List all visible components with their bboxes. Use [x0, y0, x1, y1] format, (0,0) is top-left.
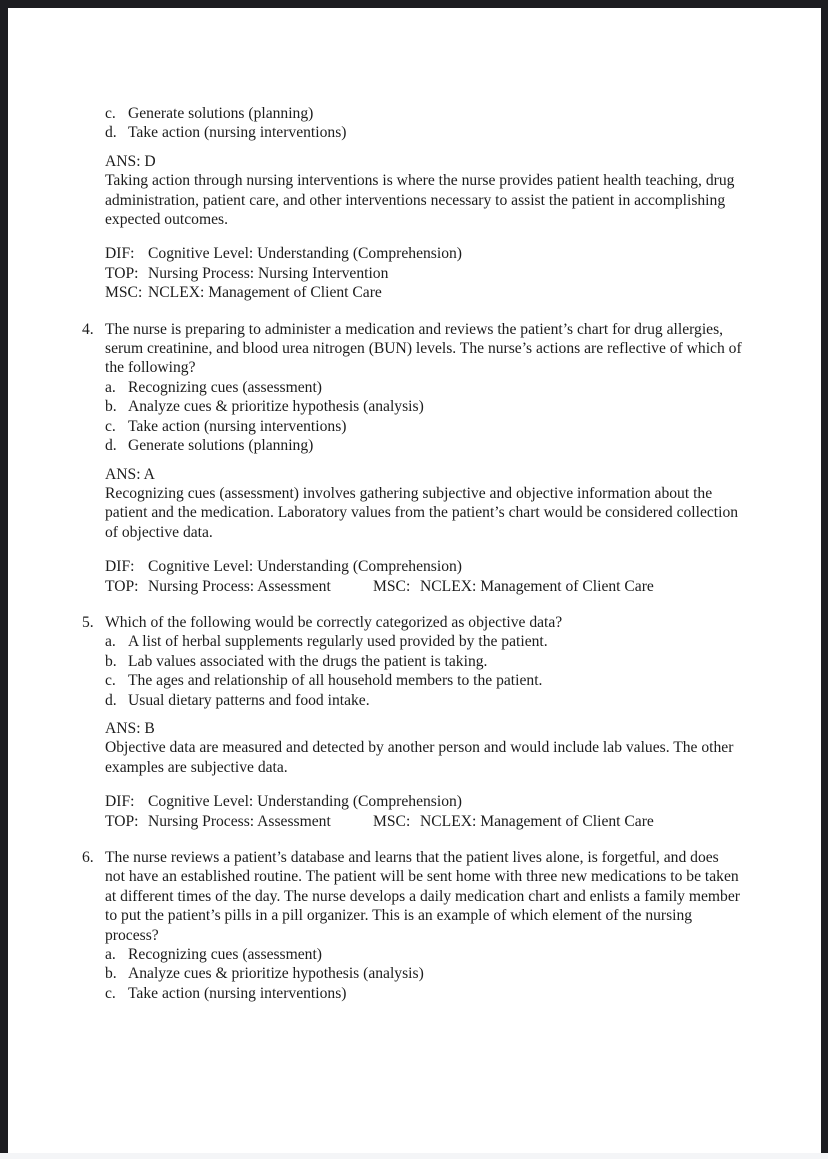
answer-block	[105, 719, 742, 777]
options-list	[105, 378, 742, 456]
question-number: 5.	[82, 613, 94, 631]
document-page	[8, 8, 821, 1153]
option-text: Take action (nursing interventions)	[128, 124, 347, 142]
option-row	[105, 417, 742, 436]
rationale-text: Objective data are measured and detected by another person and would include lab values. The other examples are subjective data.	[105, 739, 734, 776]
option-letter: c.	[105, 417, 116, 435]
option-text: Lab values associated with the drugs the patient is taking.	[128, 652, 488, 670]
option-row	[105, 984, 742, 1003]
option-row	[105, 397, 742, 416]
option-text: Generate solutions (planning)	[128, 105, 314, 122]
option-letter: d.	[105, 124, 117, 142]
option-text: Analyze cues & prioritize hypothesis (analysis)	[128, 965, 424, 983]
dif-text: Cognitive Level: Understanding (Comprehension)	[148, 558, 462, 576]
dif-label: DIF:	[105, 558, 135, 576]
option-letter: c.	[105, 984, 116, 1002]
question-stem-row	[82, 848, 742, 945]
question-stem-row	[82, 320, 742, 378]
option-text: A list of herbal supplements regularly used provided by the patient.	[128, 633, 548, 651]
question-block-6	[82, 848, 742, 1003]
option-letter: a.	[105, 378, 116, 396]
answer-label: ANS: B	[105, 719, 155, 737]
dif-label: DIF:	[105, 793, 135, 811]
meta-row-dif	[105, 244, 742, 263]
options-list	[105, 945, 742, 1003]
rationale-text: Taking action through nursing interventions is where the nurse provides patient health teaching, drug administration, patient care, and other interventions necessary to assist the patient in accomplishing expected outcomes.	[105, 172, 735, 229]
option-letter: b.	[105, 652, 117, 670]
option-text: Take action (nursing interventions)	[128, 984, 347, 1002]
answer-label: ANS: D	[105, 152, 156, 170]
top-label: TOP:	[105, 264, 139, 282]
msc-label: MSC:	[373, 812, 411, 830]
msc-text: NCLEX: Management of Client Care	[420, 812, 654, 830]
top-text: Nursing Process: Assessment	[148, 812, 331, 830]
option-letter: c.	[105, 672, 116, 690]
meta-row-top-msc	[105, 577, 742, 596]
option-letter: b.	[105, 965, 117, 983]
option-text: Take action (nursing interventions)	[128, 417, 347, 435]
dif-label: DIF:	[105, 245, 135, 263]
question-stem: The nurse is preparing to administer a medication and reviews the patient’s chart for drug allergies, serum creatinine, and blood urea nitrogen (BUN) levels. The nurse’s actions are reflective of which of the following?	[105, 320, 742, 377]
question-stem: Which of the following would be correctly categorized as objective data?	[105, 613, 563, 631]
option-row	[105, 671, 742, 690]
option-row	[105, 691, 742, 710]
option-row	[105, 945, 742, 964]
dif-text: Cognitive Level: Understanding (Comprehension)	[148, 245, 462, 263]
rationale-text: Recognizing cues (assessment) involves gathering subjective and objective information about the patient and the medication. Laboratory values from the patient’s chart would be considered collection of objective data.	[105, 484, 739, 541]
top-text: Nursing Process: Nursing Intervention	[148, 264, 389, 282]
answer-block	[105, 152, 742, 230]
question-stem: The nurse reviews a patient’s database and learns that the patient lives alone, is forgetful, and does not have an established routine. The patient will be sent home with three new medications to be taken at different times of the day. The nurse develops a daily medication chart and enlists a family member to put the patient’s pills in a pill organizer. This is an example of which element of the nursing process?	[105, 849, 740, 944]
top-label: TOP:	[105, 577, 139, 595]
option-text: Recognizing cues (assessment)	[128, 378, 323, 396]
msc-label: MSC:	[373, 577, 411, 595]
meta-row-dif	[105, 792, 742, 811]
option-letter: b.	[105, 398, 117, 416]
msc-text: NCLEX: Management of Client Care	[148, 284, 382, 302]
answer-block	[105, 465, 742, 543]
viewer-bottom-strip	[0, 1153, 828, 1159]
option-letter: a.	[105, 633, 116, 651]
meta-row-top	[105, 264, 742, 283]
top-label: TOP:	[105, 812, 139, 830]
msc-label: MSC:	[105, 284, 143, 302]
option-text: Recognizing cues (assessment)	[128, 946, 323, 964]
option-row	[105, 652, 742, 671]
option-row	[105, 123, 742, 142]
meta-row-top-msc	[105, 812, 742, 831]
option-letter: d.	[105, 691, 117, 709]
meta-row-msc	[105, 283, 742, 302]
meta-block	[105, 792, 742, 831]
option-row	[105, 104, 742, 123]
meta-block	[105, 557, 742, 596]
dif-text: Cognitive Level: Understanding (Comprehension)	[148, 793, 462, 811]
option-text: Usual dietary patterns and food intake.	[128, 691, 370, 709]
option-row	[105, 964, 742, 983]
option-row	[105, 378, 742, 397]
answer-label: ANS: A	[105, 465, 155, 483]
question-number: 6.	[82, 849, 94, 866]
question-stem-row	[82, 613, 742, 632]
option-letter: c.	[105, 105, 116, 122]
question-block-5	[82, 613, 742, 831]
option-text: The ages and relationship of all household members to the patient.	[128, 672, 543, 690]
meta-row-dif	[105, 557, 742, 576]
options-list	[105, 632, 742, 710]
option-row	[105, 436, 742, 455]
option-text: Analyze cues & prioritize hypothesis (analysis)	[128, 398, 424, 416]
msc-text: NCLEX: Management of Client Care	[420, 577, 654, 595]
question-number: 4.	[82, 320, 94, 338]
meta-block	[105, 244, 742, 302]
option-letter: a.	[105, 946, 116, 964]
carryover-options	[105, 104, 742, 143]
question-block-4	[82, 320, 742, 596]
option-row	[105, 632, 742, 651]
top-text: Nursing Process: Assessment	[148, 577, 331, 595]
option-text: Generate solutions (planning)	[128, 437, 314, 455]
option-letter: d.	[105, 437, 117, 455]
document-content	[82, 104, 742, 1003]
